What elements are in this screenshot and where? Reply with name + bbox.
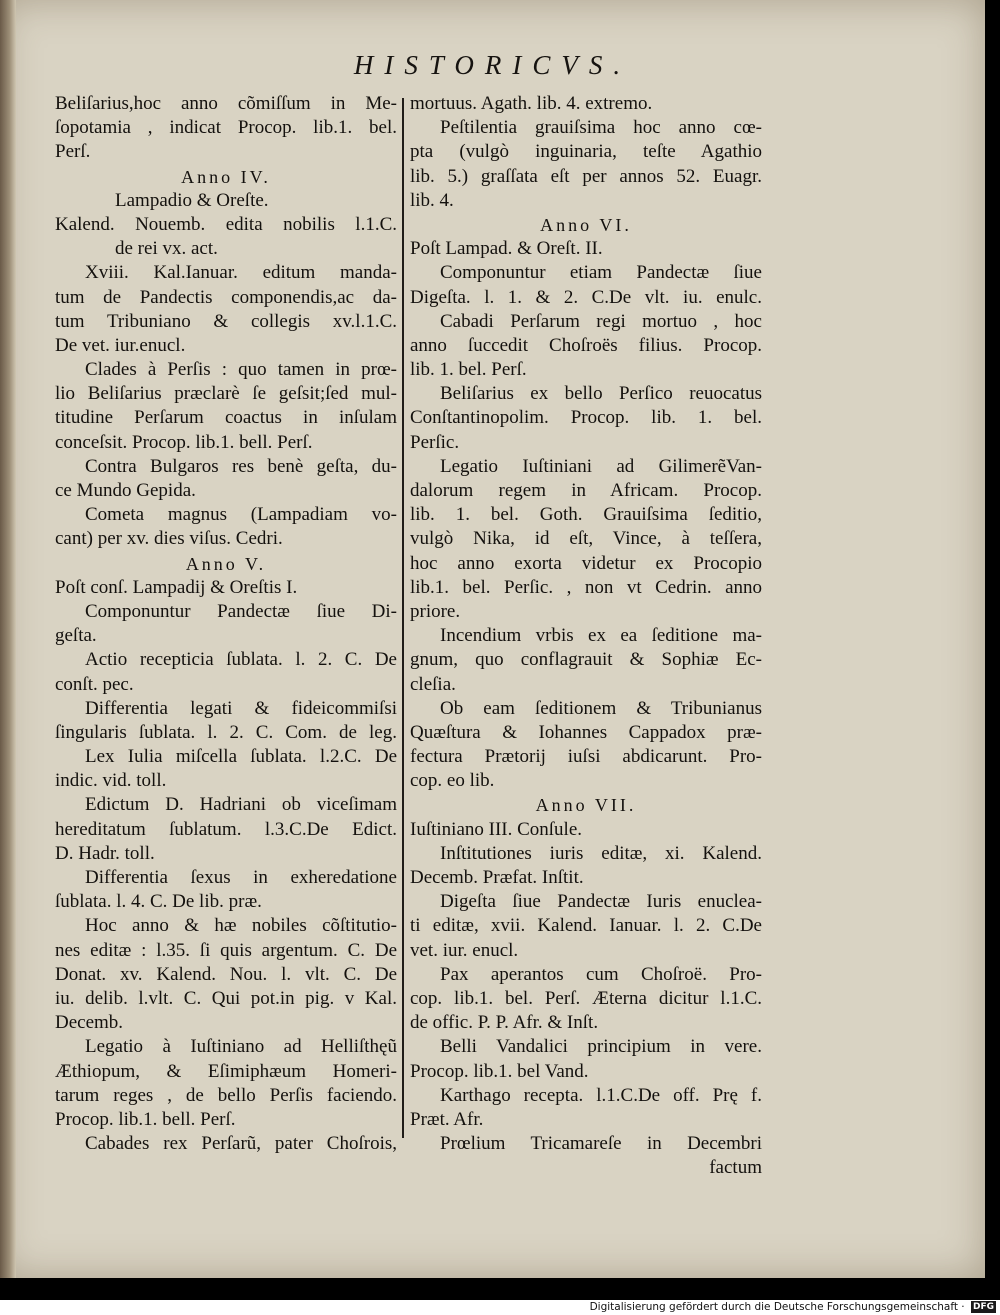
right-column-line: Iuſtiniano III. Conſule. xyxy=(410,818,583,840)
left-column-line: D. Hadr. toll. xyxy=(55,842,155,864)
left-column-line: Actio recepticia ſublata. l. 2. C. De xyxy=(85,649,397,671)
left-column-line: lio Beliſarius præclarè ſe geſsit;ſed mul- xyxy=(55,383,397,405)
right-column-line: hoc anno exorta videtur ex Procopio xyxy=(410,552,762,574)
digitization-credit-bar xyxy=(0,1300,1000,1315)
right-column-line: cop. eo lib. xyxy=(410,770,495,792)
left-column-line: Differentia ſexus in exheredatione xyxy=(85,867,397,888)
left-column-line: hereditatum ſublatum. l.3.C.De Edict. xyxy=(55,818,397,840)
right-column-line: Digeſta ſiue Pandectæ Iuris enuclea- xyxy=(440,891,762,913)
left-column-line: Edictum D. Hadriani ob viceſimam xyxy=(85,794,397,816)
left-column-line: Æthiopum, & Eſimiphæum Homeri- xyxy=(55,1060,397,1082)
right-column-line: vet. iur. enucl. xyxy=(410,939,519,961)
left-column-line: indic. vid. toll. xyxy=(55,770,167,792)
credit-text: Digitalisierung gefördert durch die Deutsche Forschungsgemeinschaft · xyxy=(589,1301,965,1313)
left-column-line: iu. delib. l.vlt. C. Qui pot.in pig. v Kal. xyxy=(55,987,397,1009)
right-column-line: cop. lib.1. bel. Perſ. Æterna dicitur l.1.C. xyxy=(410,987,762,1009)
left-column-line: nes editæ : l.35. ſi quis argentum. C. De xyxy=(55,939,397,961)
left-column-line: Cabades rex Perſarũ, pater Choſrois, xyxy=(85,1133,397,1155)
left-text-column xyxy=(55,92,397,1156)
right-column-line: Ob eam ſeditionem & Tribunianus xyxy=(440,697,762,719)
right-column-line: factum xyxy=(709,1157,762,1179)
running-title: HISTORICVS. xyxy=(353,50,632,80)
right-column-line: lib.1. bel. Perſic. , non vt Cedrin. anno xyxy=(410,576,762,598)
right-column-line: Beliſarius ex bello Perſico reuocatus xyxy=(440,383,762,405)
left-column-line: geſta. xyxy=(55,625,97,647)
left-column-line: tarum reges , de bello Perſis faciendo. xyxy=(55,1084,397,1106)
left-column-line: cant) per xv. dies viſus. Cedri. xyxy=(55,528,283,550)
dfg-logo-icon: DFG xyxy=(972,1302,994,1312)
left-column-line: Componuntur Pandectæ ſiue Di- xyxy=(85,600,397,622)
left-column-line: Cometa magnus (Lampadiam vo- xyxy=(85,504,397,526)
right-column-line: Pax aperantos cum Choſroë. Pro- xyxy=(440,963,762,985)
left-column-line: ſublata. l. 4. C. De lib. præ. xyxy=(55,891,262,913)
right-column-line: Belli Vandalici principium in vere. xyxy=(440,1036,762,1058)
left-column-line: Procop. lib.1. bell. Perſ. xyxy=(55,1108,236,1130)
left-column-line: Kalend. Nouemb. edita nobilis l.1.C. xyxy=(55,213,397,235)
right-column-line: cleſia. xyxy=(410,673,456,695)
left-column-line: Donat. xv. Kalend. Nou. l. vlt. C. De xyxy=(55,963,397,985)
left-column-line: Lex Iulia miſcella ſublata. l.2.C. De xyxy=(85,746,397,768)
left-column-line: ſopotamia , indicat Procop. lib.1. bel. xyxy=(55,117,397,139)
left-column-line: Xviii. Kal.Ianuar. editum manda- xyxy=(85,262,397,284)
left-column-line: ſingularis ſublata. l. 2. C. Com. de leg. xyxy=(55,721,397,743)
left-column-line: tum de Pandectis componendis,ac da- xyxy=(55,286,397,308)
right-column-line: Perſic. xyxy=(410,431,460,453)
left-column-line: Contra Bulgaros res benè geſta, du- xyxy=(85,455,397,477)
right-column-line: Præt. Afr. xyxy=(410,1108,484,1130)
right-column-line: lib. 5.) graſſata eſt per annos 52. Euagr. xyxy=(410,165,762,187)
right-column-line: Conſtantinopolim. Procop. lib. 1. bel. xyxy=(410,407,762,429)
left-column-line: ce Mundo Gepida. xyxy=(55,480,196,501)
right-column-line: Inſtitutiones iuris editæ, xi. Kalend. xyxy=(440,842,762,864)
right-column-line: Decemb. Præfat. Inſtit. xyxy=(410,867,584,888)
left-column-line: Lampadio & Oreſte. xyxy=(115,189,269,211)
right-column-line: anno ſuccedit Choſroës filius. Procop. xyxy=(410,334,762,356)
left-column-line: Anno IV. xyxy=(181,166,271,187)
right-column-line: lib. 1. bel. Goth. Grauiſsima ſeditio, xyxy=(410,504,762,526)
right-column-line: lib. 1. bel. Perſ. xyxy=(410,359,527,381)
right-column-line: Legatio Iuſtiniani ad GilimerẽVan- xyxy=(440,455,762,477)
left-column-line: conſt. pec. xyxy=(55,673,134,695)
right-column-line: Procop. lib.1. bel Vand. xyxy=(410,1060,589,1082)
right-column-line: ti editæ, xvii. Kalend. Ianuar. l. 2. C.De xyxy=(410,915,762,937)
right-column-line: vulgò Nika, id eſt, Vince, à teſſera, xyxy=(410,528,762,550)
right-column-line: dalorum regem in Africam. Procop. xyxy=(410,480,762,501)
right-column-line: Quæſtura & Iohannes Cappadox præ- xyxy=(410,721,762,743)
right-text-column xyxy=(410,92,762,1180)
right-column-line: Poſt Lampad. & Oreſt. II. xyxy=(410,238,603,260)
right-column-line: Karthago recepta. l.1.C.De off. Prę f. xyxy=(440,1084,762,1106)
left-column-line: Differentia legati & fideicommiſsi xyxy=(85,697,397,719)
column-divider-rule xyxy=(402,98,404,1138)
right-column-line: Peſtilentia grauiſsima hoc anno cœ- xyxy=(440,117,762,139)
right-column-line: Componuntur etiam Pandectæ ſiue xyxy=(440,262,762,284)
right-column-line: priore. xyxy=(410,600,461,622)
right-column-line: lib. 4. xyxy=(410,189,454,211)
right-column-line: Digeſta. l. 1. & 2. C.De vlt. iu. enulc. xyxy=(410,286,762,308)
right-column-line: mortuus. Agath. lib. 4. extremo. xyxy=(410,93,653,114)
left-column-line: Beliſarius,hoc anno cõmiſſum in Me- xyxy=(55,93,397,114)
left-column-line: tum Tribuniano & collegis xv.l.1.C. xyxy=(55,310,397,332)
right-column-line: Incendium vrbis ex ea ſeditione ma- xyxy=(440,625,762,647)
left-column-line: De vet. iur.enucl. xyxy=(55,334,186,356)
left-column-line: Decemb. xyxy=(55,1012,124,1034)
right-column-line: fectura Prætorij iuſsi abdicarunt. Pro- xyxy=(410,746,762,768)
right-column-line: Anno VII. xyxy=(535,795,637,816)
left-column-line: titudine Perſarum coactus in inſulam xyxy=(55,407,397,429)
left-column-line: Perſ. xyxy=(55,141,91,163)
right-column-line: gnum, quo conflagrauit & Sophiæ Ec- xyxy=(410,649,762,671)
page-spine-shadow xyxy=(0,0,16,1278)
right-column-line: Anno VI. xyxy=(540,214,632,235)
left-column-line: Legatio à Iuſtiniano ad Helliſthęũ xyxy=(85,1036,397,1058)
left-column-line: Anno V. xyxy=(185,553,267,574)
left-column-line: Hoc anno & hæ nobiles cõſtitutio- xyxy=(85,915,397,937)
right-column-line: de offic. P. P. Afr. & Inſt. xyxy=(410,1012,599,1034)
right-column-line: Cabadi Perſarum regi mortuo , hoc xyxy=(440,310,762,332)
right-column-line: Prœlium Tricamareſe in Decembri xyxy=(440,1133,762,1155)
left-column-line: de rei vx. act. xyxy=(115,238,218,260)
left-column-line: Poſt conſ. Lampadij & Oreſtis I. xyxy=(55,576,298,598)
left-column-line: conceſsit. Procop. lib.1. bell. Perſ. xyxy=(55,431,313,453)
left-column-line: Clades à Perſis : quo tamen in prœ- xyxy=(85,359,397,381)
right-column-line: pta (vulgò inguinaria, teſte Agathio xyxy=(410,141,762,163)
